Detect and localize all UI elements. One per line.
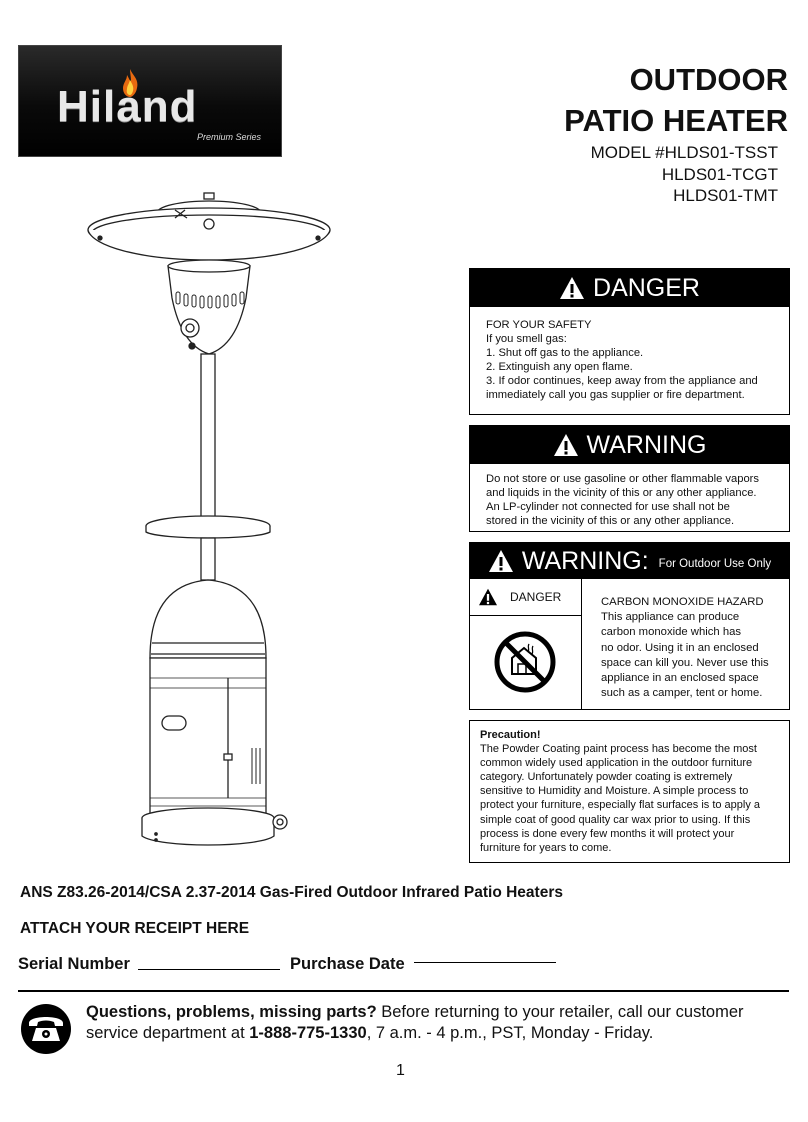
serial-number-label: Serial Number [18, 955, 130, 973]
danger-box [469, 268, 790, 415]
patio-heater-illustration [80, 188, 340, 848]
divider [18, 990, 789, 992]
warning-line: stored in the vicinity of this or any other appliance. [486, 515, 735, 527]
precaution-line: common widely used application in the outdoor furniture [480, 757, 753, 770]
danger-box-header [470, 269, 789, 307]
co-danger-panel [470, 579, 582, 709]
danger-line: immediately call you gas supplier or fire department. [486, 389, 745, 401]
danger-line: 2. Extinguish any open flame. [486, 361, 633, 373]
co-danger-label: DANGER [510, 590, 562, 604]
support-bold-lead: Questions, problems, missing parts? [86, 1003, 377, 1021]
co-hazard-line: carbon monoxide which has [601, 626, 742, 639]
warning-triangle-icon [488, 549, 514, 573]
precaution-line: furniture for years to come. [480, 841, 612, 854]
warning-line: Do not store or use gasoline or other flammable vapors [486, 473, 759, 485]
support-line2-post: , 7 a.m. - 4 p.m., PST, Monday - Friday. [366, 1024, 654, 1042]
danger-box-heading: DANGER [593, 273, 700, 302]
danger-line: FOR YOUR SAFETY [486, 319, 592, 331]
page-title-line2: PATIO HEATER [564, 103, 788, 138]
co-hazard-line: no odor. Using it in an enclosed [601, 641, 759, 654]
support-line2-pre: service department at [86, 1024, 250, 1042]
support-text [86, 1002, 744, 1044]
outdoor-warning-subheading: For Outdoor Use Only [658, 558, 772, 570]
logo-tagline: Premium Series [197, 132, 262, 142]
support-phone: 1-888-775-1330 [249, 1024, 367, 1042]
outdoor-warning-heading: WARNING: [521, 546, 649, 575]
serial-number-blank [138, 969, 280, 970]
precaution-line: category. Unfortunately powder coating is extremely [480, 771, 733, 784]
warning-box [469, 425, 790, 532]
safety-standard: ANS Z83.26-2014/CSA 2.37-2014 Gas-Fired Outdoor Infrared Patio Heaters [20, 884, 563, 901]
co-hazard-line: such as a camper, tent or home. [601, 687, 763, 700]
logo-name: Hiland [57, 82, 198, 131]
telephone-icon [20, 1003, 72, 1055]
precaution-line: protect your furniture, especially flat surfaces is to apply a [480, 799, 761, 812]
warning-line: An LP-cylinder not connected for use shall not be [486, 501, 730, 513]
outdoor-warning-header [470, 543, 789, 579]
warning-box-heading: WARNING [586, 430, 707, 459]
precaution-box [469, 720, 790, 863]
precaution-line: sensitive to Humidity and Moisture. A simple process to [480, 785, 749, 798]
purchase-date-label: Purchase Date [290, 955, 405, 973]
co-hazard-line: CARBON MONOXIDE HAZARD [601, 596, 764, 608]
warning-triangle-icon [553, 433, 579, 457]
model-number: MODEL #HLDS01-TSST [590, 143, 778, 162]
co-hazard-line: space can kill you. Never use this [601, 656, 769, 669]
warning-box-header [470, 426, 789, 464]
no-indoor-use-icon [470, 616, 581, 708]
precaution-line: process is done every few months it will protect your [480, 827, 735, 840]
danger-line: If you smell gas: [486, 333, 567, 345]
purchase-date-blank [414, 962, 556, 963]
co-danger-label-row [470, 579, 581, 616]
co-hazard-line: This appliance can produce [601, 611, 740, 624]
danger-line: 3. If odor continues, keep away from the appliance and [486, 375, 758, 387]
co-hazard-line: appliance in an enclosed space [601, 672, 759, 685]
warning-line: and liquids in the vicinity of this or any other appliance. [486, 487, 757, 499]
page-number: 1 [396, 1062, 405, 1079]
warning-triangle-icon [559, 276, 585, 300]
warning-triangle-icon [478, 588, 498, 606]
model-number: HLDS01-TCGT [661, 165, 778, 184]
support-line1: Before returning to your retailer, call our customer [376, 1003, 744, 1021]
precaution-heading: Precaution! [480, 729, 541, 741]
attach-receipt-label: ATTACH YOUR RECEIPT HERE [20, 920, 250, 937]
precaution-line: simple coat of good quality car wax prior to using. If this [480, 813, 751, 826]
outdoor-use-warning-box [469, 542, 790, 710]
page-title-line1: OUTDOOR [629, 62, 788, 97]
danger-line: 1. Shut off gas to the appliance. [486, 347, 644, 359]
co-hazard-text [601, 595, 769, 701]
model-number: HLDS01-TMT [673, 186, 778, 205]
brand-logo [18, 45, 282, 157]
precaution-line: The Powder Coating paint process has become the most [480, 743, 757, 756]
